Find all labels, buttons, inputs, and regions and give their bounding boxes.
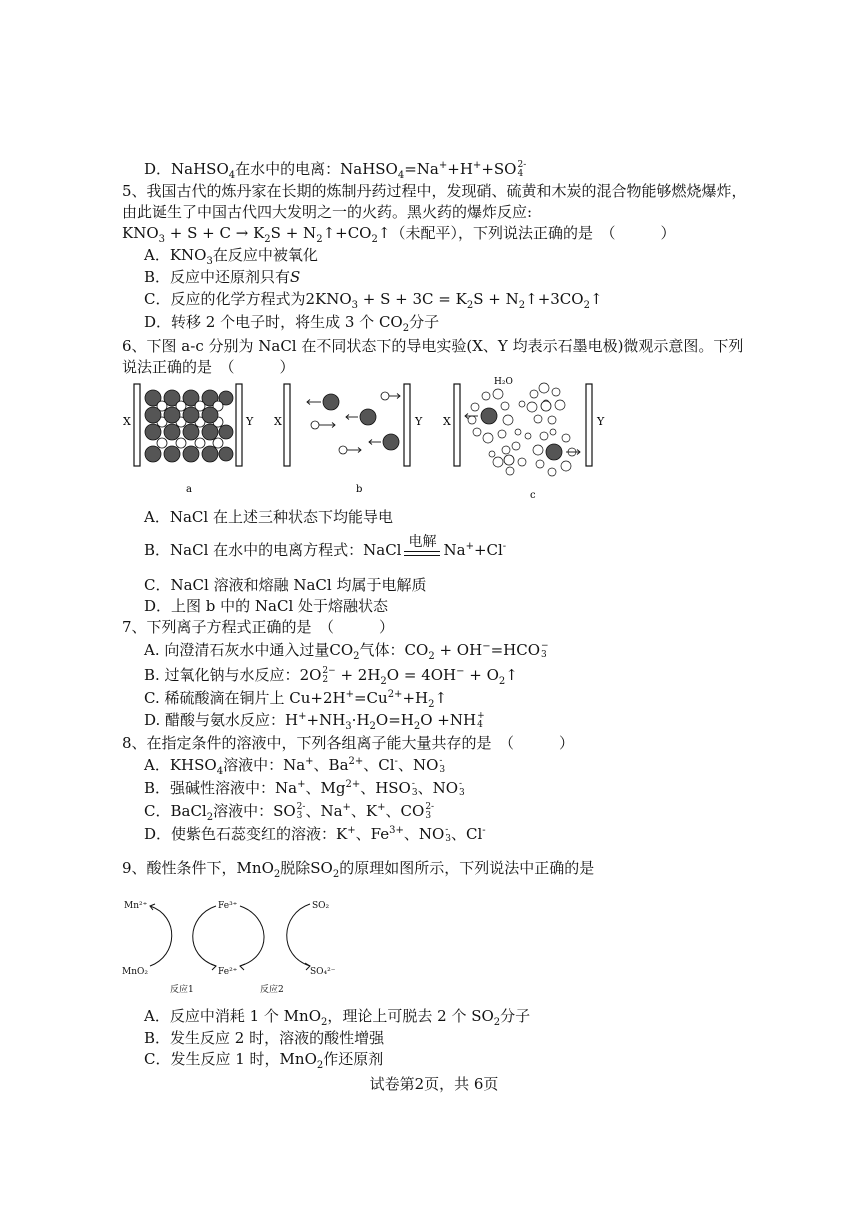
q8-option-a: A．$KHSO_4$溶液中：Na+、$Ba^{2+}$、Cl-、NO - 3 bbox=[144, 756, 446, 777]
figure-a-solid-nacl bbox=[123, 384, 254, 495]
nacl-conductivity-figure bbox=[120, 374, 620, 504]
q8-stem: 8、在指定条件的溶液中，下列各组离子能大量共存的是 （ ） bbox=[122, 734, 575, 752]
so4-label: SO₄²⁻ bbox=[310, 967, 336, 977]
q5-stem-line2: 由此诞生了中国古代四大发明之一的火药。黑火药的爆炸反应: bbox=[122, 203, 533, 221]
reaction1-label: 反应1 bbox=[170, 985, 194, 995]
figure-c-nacl-solution bbox=[443, 377, 605, 501]
electrode-x-label: X bbox=[274, 415, 282, 428]
electrode-x-label: X bbox=[443, 415, 451, 428]
q7-option-a: A. 向澄清石灰水中通入过量$CO_2$气体：$CO_2 + OH^-=HCO$ − 3 bbox=[144, 641, 549, 662]
reaction2-label: 反应2 bbox=[260, 985, 284, 995]
fe3-label: Fe³⁺ bbox=[218, 901, 238, 911]
page-footer: 试卷第2页，共 6页 bbox=[369, 1075, 499, 1093]
q7-option-c: C. 稀硫酸滴在铜片上 $Cu+2H^+=Cu^{2+}+H_2↑$ bbox=[144, 689, 448, 710]
figure-b-label: b bbox=[356, 484, 363, 495]
q4-option-d: D．NaHSO$_4$在水中的电离：NaHSO$_4$=Na++H++SO 2- 4 bbox=[144, 160, 527, 181]
q5-option-a: A．$KNO_3$在反应中被氧化 bbox=[144, 246, 318, 267]
q8-option-c: C．BaCl$_2$溶液中：SO 2- 3 、Na+、K+、CO 2- 3 bbox=[144, 802, 435, 823]
electrode-y-label: Y bbox=[597, 415, 605, 428]
cycle-arrows bbox=[150, 904, 310, 970]
q6-option-c: C．NaCl 溶液和熔融 NaCl 均属于电解质 bbox=[144, 576, 427, 594]
q6-stem-line2: 说法正确的是 （ ） bbox=[122, 358, 295, 376]
q6-option-a: A．NaCl 在上述三种状态下均能导电 bbox=[144, 508, 393, 526]
q9-option-a: A．反应中消耗 1 个 MnO$_2$，理论上可脱去 2 个 $SO_2$分子 bbox=[144, 1007, 531, 1028]
so2-label: SO₂ bbox=[312, 901, 330, 911]
q6-option-d: D．上图 b 中的 NaCl 处于熔融状态 bbox=[144, 597, 389, 615]
figure-c-label: c bbox=[530, 490, 536, 501]
q5-option-b: B．反应中还原剂只有S bbox=[144, 268, 301, 286]
mno2-so2-cycle-diagram bbox=[120, 894, 360, 998]
q9-option-c: C．发生反应 1 时，MnO$_2$作还原剂 bbox=[144, 1050, 384, 1071]
fe2-label: Fe²⁺ bbox=[218, 967, 238, 977]
electrode-x-label: X bbox=[123, 415, 131, 428]
mn2-label: Mn²⁺ bbox=[124, 901, 148, 911]
electrode-y-label: Y bbox=[246, 415, 254, 428]
electrode-y-label: Y bbox=[415, 415, 423, 428]
q5-option-c: C．反应的化学方程式为$2KNO_3 + S + 3C = K_2S$ + $N_2↑+3CO_2↑$ bbox=[144, 290, 603, 311]
q5-stem-line1: 5、我国古代的炼丹家在长期的炼制丹药过程中，发现硝、硫黄和木炭的混合物能够燃烧爆炸， bbox=[122, 182, 747, 200]
q6-option-b: B．NaCl 在水中的电离方程式：NaCl 电解 Na++Cl- bbox=[144, 534, 507, 559]
q7-stem: 7、下列离子方程式正确的是 （ ） bbox=[122, 618, 395, 636]
figure-a-label: a bbox=[186, 484, 192, 495]
q9-option-b: B．发生反应 2 时，溶液的酸性增强 bbox=[144, 1029, 385, 1047]
figure-b-molten-nacl bbox=[274, 384, 423, 495]
q5-reaction-line: $KNO_3 + S + C \to K_2S$ + $N_2↑+CO_2↑$（未配平），下列说法正确的是 （ ） bbox=[122, 224, 676, 245]
q7-option-b: B. 过氧化钠与水反应：2O 2− 2 + $2H_2O = 4OH^-$ + $O_2↑$ bbox=[144, 666, 518, 687]
q8-option-d: D．使紫色石蕊变红的溶液：K+、$Fe^{3+}$、NO - 3 、Cl- bbox=[144, 825, 486, 844]
q5-option-d: D．转移 2 个电子时，将生成 3 个 $CO_2$分子 bbox=[144, 313, 440, 334]
q7-option-d: D. 醋酸与氨水反应：$H^++NH_3\cdot H_2O=H_2O +NH$ + 4 bbox=[144, 711, 485, 732]
q6-stem-line1: 6、下图 a-c 分别为 NaCl 在不同状态下的导电实验(X、Y 均表示石墨电极)微观示意图。下列 bbox=[122, 337, 744, 355]
mno2-label: MnO₂ bbox=[122, 967, 148, 977]
q8-option-b: B．强碱性溶液中：Na+、$Mg^{2+}$、HSO - 3 、NO - 3 bbox=[144, 779, 465, 798]
water-label: H₂O bbox=[494, 377, 513, 387]
q9-stem: 9、酸性条件下，MnO$_2$脱除$SO_2$的原理如图所示，下列说法中正确的是 bbox=[122, 859, 595, 880]
